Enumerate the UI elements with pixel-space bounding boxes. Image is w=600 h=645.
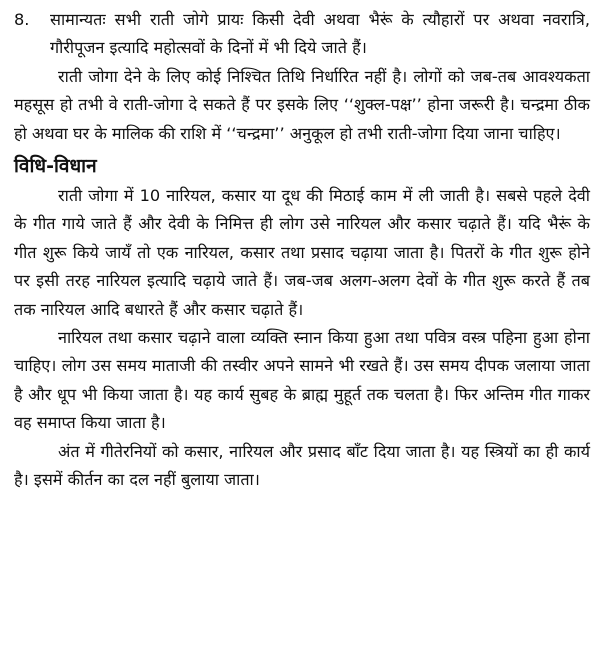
paragraph-rati-joga-timing: राती जोगा देने के लिए कोई निश्चित तिथि निर्धारित नहीं है। लोगों को जब-तब आवश्यकता महसूस हो तभी वे राती-जोगा दे सकते हैं पर इसके लिए ‘‘शुक्ल-पक्ष’’ होना जरूरी है। चन्द्रमा ठीक हो अथवा घर के मालिक की राशि में ‘‘चन्द्रमा’’ अनुकूल हो तभी राती-जोगा दिया जाना चाहिए। (14, 66, 590, 143)
numbered-paragraph (14, 6, 590, 63)
paragraph-ritual-purity: नारियल तथा कसार चढ़ाने वाला व्यक्ति स्नान किया हुआ तथा पवित्र वस्त्र पहिना हुआ होना चाहिए। लोग उस समय माताजी की तस्वीर अपने सामने भी रखते हैं। उस समय दीपक जलाया जाता है और धूप भी किया जाता है। यह कार्य सुबह के ब्राह्म मुहूर्त तक चलता है। फिर अन्तिम गीत गाकर वह समाप्त किया जाता है। (14, 328, 590, 433)
item-number: 8. (14, 10, 30, 29)
paragraph-distribution: अंत में गीतेरनियों को कसार, नारियल और प्रसाद बाँट दिया जाता है। यह स्त्रियों का ही कार्य है। इसमें कीर्तन का दल नहीं बुलाया जाता। (14, 441, 590, 490)
section-heading: विधि-विधान (14, 155, 97, 178)
document-page (14, 6, 590, 495)
paragraph-text: सामान्यतः सभी राती जोगे प्रायः किसी देवी अथवा भैरूं के त्यौहारों पर अथवा नवरात्रि, गौरीपूजन इत्यादि महोत्सवों के दिनों में भी दिये जाते हैं। (50, 10, 590, 58)
paragraph-offerings: राती जोगा में 10 नारियल, कसार या दूध की मिठाई काम में ली जाती है। सबसे पहले देवी के गीत गाये जाते हैं और देवी के निमित्त ही लोग उसे नारियल और कसार चढ़ाते हैं। यदि भैरूं के गीत शुरू किये जायँ तो एक नारियल, कसार तथा प्रसाद चढ़ाया जाता है। पितरों के गीत शुरू होने पर इसी तरह नारियल इत्यादि चढ़ाये जाते हैं। जब-जब अलग-अलग देवों के गीत शुरू करते हैं तब तक नारियल आदि बधारते हैं और कसार चढ़ाते हैं। (14, 186, 590, 319)
